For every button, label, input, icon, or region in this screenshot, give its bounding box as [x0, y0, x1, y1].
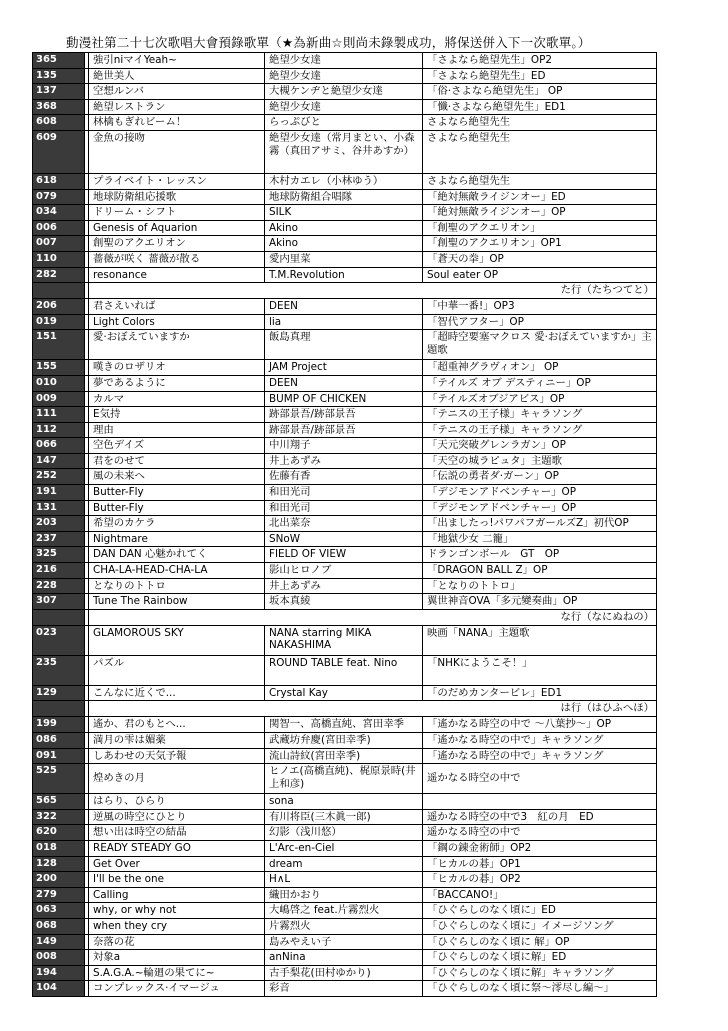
song-row [33, 99, 657, 115]
song-artist: H∧L [265, 872, 423, 888]
song-number: 620 [33, 825, 85, 841]
song-artist: 幻影（浅川悠） [265, 825, 423, 841]
song-number: 307 [33, 594, 85, 610]
song-artist: 有川将臣(三木眞一郎) [265, 809, 423, 825]
song-source: 「智代アフター」OP [423, 314, 657, 330]
song-row [33, 872, 657, 888]
song-row [33, 950, 657, 966]
song-number: 131 [33, 500, 85, 516]
song-source: 「絶対無敵ライジンオー」OP [423, 205, 657, 221]
song-artist: T.M.Revolution [265, 267, 423, 283]
song-row [33, 563, 657, 579]
song-title: 煌めきの月 [89, 764, 265, 794]
song-artist: 絶望少女達 [265, 68, 423, 84]
song-title: Tune The Rainbow [89, 594, 265, 610]
song-number: 110 [33, 251, 85, 267]
section-number-cell [33, 609, 85, 625]
song-row [33, 84, 657, 100]
song-row [33, 68, 657, 84]
song-row [33, 594, 657, 610]
song-artist: 井上あずみ [265, 578, 423, 594]
song-source: 「ひぐらしのなく頃に祭～澪尽し編～」 [423, 981, 657, 997]
song-number: 325 [33, 547, 85, 563]
song-row [33, 485, 657, 501]
section-label: た行（たちつてと） [89, 283, 657, 299]
song-number: 068 [33, 918, 85, 934]
song-title: Light Colors [89, 314, 265, 330]
song-title: Nightmare [89, 531, 265, 547]
song-row [33, 531, 657, 547]
song-number: 149 [33, 934, 85, 950]
song-source: 「テイルズ オブ デスティニー」OP [423, 375, 657, 391]
song-number: 252 [33, 469, 85, 485]
song-artist: 佐藤有香 [265, 469, 423, 485]
song-artist: 織田かおり [265, 887, 423, 903]
song-row [33, 236, 657, 252]
song-number: 128 [33, 856, 85, 872]
song-title: READY STEADY GO [89, 840, 265, 856]
song-row [33, 903, 657, 919]
song-number: 006 [33, 220, 85, 236]
song-number: 147 [33, 453, 85, 469]
song-source: 「ヒカルの碁」OP1 [423, 856, 657, 872]
song-number: 191 [33, 485, 85, 501]
song-title: こんなに近くで... [89, 685, 265, 701]
song-artist: Akino [265, 236, 423, 252]
song-title: 林檎もぎれビーム！ [89, 115, 265, 131]
song-number: 279 [33, 887, 85, 903]
song-number: 228 [33, 578, 85, 594]
song-title: GLAMOROUS SKY [89, 625, 265, 655]
song-row [33, 934, 657, 950]
song-title: Butter-Fly [89, 485, 265, 501]
song-artist: 流山詩紋(宮田幸季) [265, 748, 423, 764]
song-artist: dream [265, 856, 423, 872]
song-artist: SNoW [265, 531, 423, 547]
song-artist: DEEN [265, 375, 423, 391]
song-row [33, 173, 657, 189]
song-row [33, 251, 657, 267]
song-row [33, 130, 657, 173]
song-number: 235 [33, 655, 85, 685]
song-row [33, 453, 657, 469]
song-artist: 地球防衛組合唱隊 [265, 189, 423, 205]
section-header-row [33, 609, 657, 625]
song-source: 「鋼の錬金術師」OP2 [423, 840, 657, 856]
song-number: 010 [33, 375, 85, 391]
song-artist: lia [265, 314, 423, 330]
song-artist: 井上あずみ [265, 453, 423, 469]
song-source: 「地獄少女 二籠」 [423, 531, 657, 547]
song-artist: 木村カエレ（小林ゆう） [265, 173, 423, 189]
song-artist: ROUND TABLE feat. Nino [265, 655, 423, 685]
song-source: Soul eater OP [423, 267, 657, 283]
song-artist: BUMP OF CHICKEN [265, 391, 423, 407]
song-number: 112 [33, 422, 85, 438]
song-row [33, 825, 657, 841]
song-number: 216 [33, 563, 85, 579]
song-number: 137 [33, 84, 85, 100]
song-row [33, 809, 657, 825]
song-source: 「ヒカルの碁」OP2 [423, 872, 657, 888]
song-artist: 古手梨花(田村ゆかり) [265, 965, 423, 981]
song-source: 「さよなら絶望先生」ED [423, 68, 657, 84]
song-source: 「ひぐらしのなく頃に」イメージソング [423, 918, 657, 934]
song-source: 「ひぐらしのなく頃に解」ED [423, 950, 657, 966]
song-source: 「BACCANO!」 [423, 887, 657, 903]
song-number: 151 [33, 330, 85, 360]
song-number: 007 [33, 236, 85, 252]
song-source: 「伝説の勇者ダ·ガーン」OP [423, 469, 657, 485]
song-title: 夢であるように [89, 375, 265, 391]
song-title: 絶世美人 [89, 68, 265, 84]
song-title: 空色デイズ [89, 438, 265, 454]
song-source: 「創聖のアクエリオン」OP1 [423, 236, 657, 252]
song-title: why, or why not [89, 903, 265, 919]
song-number: 322 [33, 809, 85, 825]
song-number: 525 [33, 764, 85, 794]
song-artist: FIELD OF VIEW [265, 547, 423, 563]
song-artist: 愛内里菜 [265, 251, 423, 267]
song-title: Get Over [89, 856, 265, 872]
song-artist: 坂本真綾 [265, 594, 423, 610]
song-row [33, 407, 657, 423]
song-source: 翼世神音OVA「多元變奏曲」OP [423, 594, 657, 610]
song-number: 023 [33, 625, 85, 655]
song-title: 遙か、君のもとへ... [89, 717, 265, 733]
song-row [33, 764, 657, 794]
song-number: 034 [33, 205, 85, 221]
song-title: 嘆きのロザリオ [89, 360, 265, 376]
song-row [33, 965, 657, 981]
song-source: さよなら絶望先生 [423, 115, 657, 131]
song-source [423, 794, 657, 810]
song-row [33, 314, 657, 330]
song-row [33, 516, 657, 532]
song-title: Calling [89, 887, 265, 903]
song-title: 理由 [89, 422, 265, 438]
song-source: 「超時空要塞マクロス 愛·おぼえていますか」主題歌 [423, 330, 657, 360]
song-artist: 絶望少女達（常月まとい、小森霧（真田アサミ、谷井あすか） [265, 130, 423, 173]
song-title: I'll be the one [89, 872, 265, 888]
song-title: 風の未来へ [89, 469, 265, 485]
song-row [33, 625, 657, 655]
song-source: 「テイルズオブジアビス」OP [423, 391, 657, 407]
song-artist: Akino [265, 220, 423, 236]
song-title: 絶望レストラン [89, 99, 265, 115]
song-artist: 影山ヒロノブ [265, 563, 423, 579]
song-number: 365 [33, 53, 85, 69]
song-title: 想い出は時空の結晶 [89, 825, 265, 841]
song-source: 「デジモンアドベンチャー」OP [423, 485, 657, 501]
song-source: 「DRAGON BALL Z」OP [423, 563, 657, 579]
song-title: 君さえいれば [89, 299, 265, 315]
song-source: 「中華一番!」OP3 [423, 299, 657, 315]
song-title: 希望のカケラ [89, 516, 265, 532]
song-artist: sona [265, 794, 423, 810]
song-number: 111 [33, 407, 85, 423]
song-source: 「となりのトトロ」 [423, 578, 657, 594]
song-title: Butter-Fly [89, 500, 265, 516]
song-title: 奈落の花 [89, 934, 265, 950]
song-title: コンプレックス·イマージュ [89, 981, 265, 997]
song-row [33, 717, 657, 733]
song-row [33, 115, 657, 131]
song-artist: 跡部景吾/跡部景吾 [265, 422, 423, 438]
song-number: 091 [33, 748, 85, 764]
song-number: 608 [33, 115, 85, 131]
song-source: 遥かなる時空の中で [423, 825, 657, 841]
song-row [33, 438, 657, 454]
song-row [33, 840, 657, 856]
song-artist: 大嶋啓之 feat.片霧烈火 [265, 903, 423, 919]
song-row [33, 53, 657, 69]
song-number: 282 [33, 267, 85, 283]
song-number: 008 [33, 950, 85, 966]
song-source: 「ひぐらしのなく頃に」ED [423, 903, 657, 919]
song-row [33, 547, 657, 563]
section-label: な行（なにぬねの） [89, 609, 657, 625]
song-artist: 中川翔子 [265, 438, 423, 454]
song-row [33, 422, 657, 438]
song-number: 199 [33, 717, 85, 733]
song-row [33, 391, 657, 407]
song-source: 「さよなら絶望先生」OP2 [423, 53, 657, 69]
song-title: when they cry [89, 918, 265, 934]
song-number: 135 [33, 68, 85, 84]
song-title: カルマ [89, 391, 265, 407]
song-row [33, 685, 657, 701]
song-source: 「遙かなる時空の中で ～八葉抄～」OP [423, 717, 657, 733]
song-source: 「天元突破グレンラガン」OP [423, 438, 657, 454]
song-title: 金魚の接吻 [89, 130, 265, 173]
song-artist: NANA starring MIKA NAKASHIMA [265, 625, 423, 655]
song-artist: らっぷびと [265, 115, 423, 131]
song-source: 「遙かなる時空の中で」キャラソング [423, 733, 657, 749]
page-title: 動漫社第二十七次歌唱大會預錄歌單（★為新曲☆則尚未錄製成功，將保送併入下一次歌單。） [66, 35, 591, 50]
song-number: 565 [33, 794, 85, 810]
song-source: さよなら絶望先生 [423, 173, 657, 189]
song-number: 019 [33, 314, 85, 330]
song-row [33, 360, 657, 376]
song-source: 「テニスの王子様」キャラソング [423, 407, 657, 423]
song-source: 「俗·さよなら絶望先生」 OP [423, 84, 657, 100]
song-source: 映画「NANA」主題歌 [423, 625, 657, 655]
song-title: 君をのせて [89, 453, 265, 469]
song-title: 対象a [89, 950, 265, 966]
song-table [32, 52, 657, 997]
song-title: DAN DAN 心魅かれてく [89, 547, 265, 563]
section-number-cell [33, 701, 85, 717]
song-number: 086 [33, 733, 85, 749]
song-source: 遥かなる時空の中で3 紅の月 ED [423, 809, 657, 825]
song-title: となりのトトロ [89, 578, 265, 594]
song-number: 368 [33, 99, 85, 115]
song-artist: anNina [265, 950, 423, 966]
song-row [33, 655, 657, 685]
song-row [33, 981, 657, 997]
song-source: 「ひぐらしのなく頃に解」キャラソング [423, 965, 657, 981]
song-number: 063 [33, 903, 85, 919]
song-source: 「天空の城ラピュタ」主題歌 [423, 453, 657, 469]
song-title: 満月の雫は媚薬 [89, 733, 265, 749]
song-title: しあわせの天気予報 [89, 748, 265, 764]
song-row [33, 375, 657, 391]
song-source: 「ひぐらしのなく頃に 解」OP [423, 934, 657, 950]
song-number: 194 [33, 965, 85, 981]
song-source: 「のだめカンタービレ」ED1 [423, 685, 657, 701]
section-header-row [33, 283, 657, 299]
song-row [33, 856, 657, 872]
song-row [33, 733, 657, 749]
song-title: はらり、ひらり [89, 794, 265, 810]
song-number: 104 [33, 981, 85, 997]
song-artist: SILK [265, 205, 423, 221]
song-title: 薔薇が咲く 薔薇が散る [89, 251, 265, 267]
song-source: 「出ましたっ!パワパフガールズZ」初代OP [423, 516, 657, 532]
song-number: 609 [33, 130, 85, 173]
song-source: 「デジモンアドベンチャー」OP [423, 500, 657, 516]
song-row [33, 189, 657, 205]
song-source: ドランゴンボール GT OP [423, 547, 657, 563]
song-number: 203 [33, 516, 85, 532]
song-number: 079 [33, 189, 85, 205]
song-source: 「懺·さよなら絶望先生」ED1 [423, 99, 657, 115]
song-artist: 関智一、高橋直純、宮田幸季 [265, 717, 423, 733]
song-title: S.A.G.A.~輪廻の果てに~ [89, 965, 265, 981]
song-title: E気持 [89, 407, 265, 423]
song-artist: 彩音 [265, 981, 423, 997]
song-artist: 片霧烈火 [265, 918, 423, 934]
song-artist: 絶望少女達 [265, 99, 423, 115]
song-source: 「NHKにようこそ！」 [423, 655, 657, 685]
song-artist: 絶望少女達 [265, 53, 423, 69]
song-title: ドリーム・シフト [89, 205, 265, 221]
song-artist: Crystal Kay [265, 685, 423, 701]
song-artist: 武蔵坊弁慶(宮田幸季) [265, 733, 423, 749]
song-row [33, 267, 657, 283]
song-artist: L'Arc-en-Ciel [265, 840, 423, 856]
song-source: 「テニスの王子様」キャラソング [423, 422, 657, 438]
song-row [33, 887, 657, 903]
section-number-cell [33, 283, 85, 299]
song-number: 200 [33, 872, 85, 888]
section-header-row [33, 701, 657, 717]
song-title: 地球防衛組応援歌 [89, 189, 265, 205]
song-source: 遥かなる時空の中で [423, 764, 657, 794]
song-title: 愛·おぼえていますか [89, 330, 265, 360]
song-row [33, 469, 657, 485]
song-row [33, 205, 657, 221]
song-artist: JAM Project [265, 360, 423, 376]
song-title: Genesis of Aquarion [89, 220, 265, 236]
song-number: 237 [33, 531, 85, 547]
song-row [33, 330, 657, 360]
song-source: 「蒼天の拳」OP [423, 251, 657, 267]
song-title: CHA-LA-HEAD-CHA-LA [89, 563, 265, 579]
section-label: は行（はひふへほ） [89, 701, 657, 717]
song-artist: 飯島真理 [265, 330, 423, 360]
song-source: 「創聖のアクエリオン」 [423, 220, 657, 236]
song-number: 155 [33, 360, 85, 376]
song-row [33, 918, 657, 934]
song-artist: 島みやえい子 [265, 934, 423, 950]
song-title: 空想ルンバ [89, 84, 265, 100]
song-source: 「超重神グラヴィオン」 OP [423, 360, 657, 376]
song-number: 018 [33, 840, 85, 856]
song-title: 強引niマイYeah~ [89, 53, 265, 69]
song-number: 009 [33, 391, 85, 407]
song-title: 創聖のアクエリオン [89, 236, 265, 252]
song-artist: 跡部景吾/跡部景吾 [265, 407, 423, 423]
song-source: さよなら絶望先生 [423, 130, 657, 173]
song-artist: DEEN [265, 299, 423, 315]
song-row [33, 794, 657, 810]
song-artist: 和田光司 [265, 500, 423, 516]
song-number: 129 [33, 685, 85, 701]
song-source: 「遙かなる時空の中で」キャラソング [423, 748, 657, 764]
song-title: パズル [89, 655, 265, 685]
song-title: プライベイト・レッスン [89, 173, 265, 189]
song-number: 066 [33, 438, 85, 454]
song-number: 618 [33, 173, 85, 189]
song-row [33, 220, 657, 236]
song-title: 逆風の時空にひとり [89, 809, 265, 825]
song-artist: 北出菜奈 [265, 516, 423, 532]
song-row [33, 299, 657, 315]
song-title: resonance [89, 267, 265, 283]
song-artist: 大槻ケンヂと絶望少女達 [265, 84, 423, 100]
song-artist: ヒノエ(高橋直純)、梶原景時(井上和彦) [265, 764, 423, 794]
song-artist: 和田光司 [265, 485, 423, 501]
song-row [33, 748, 657, 764]
song-row [33, 500, 657, 516]
song-number: 206 [33, 299, 85, 315]
song-row [33, 578, 657, 594]
song-source: 「絶対無敵ライジンオー」ED [423, 189, 657, 205]
